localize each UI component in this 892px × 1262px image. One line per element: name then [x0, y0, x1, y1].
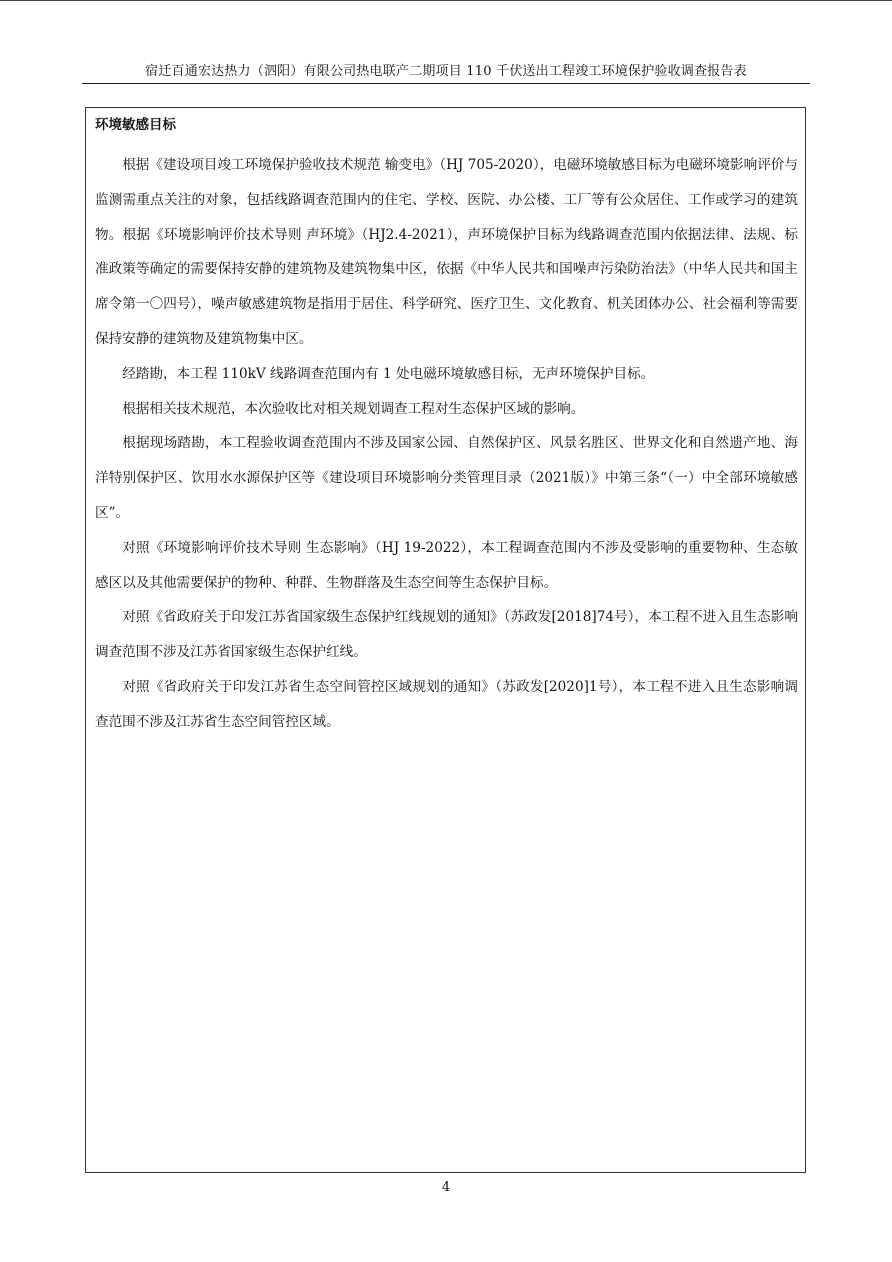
section-heading: 环境敏感目标	[95, 117, 176, 133]
report-header-title: 宿迁百通宏达热力（泗阳）有限公司热电联产二期项目 110 千伏送出工程竣工环境保护验收调查报告表	[145, 64, 747, 79]
content-table-cell	[85, 107, 806, 1173]
paragraph-redline: 对照《省政府关于印发江苏省国家级生态保护红线规划的通知》（苏政发[2018]74号），本工程不进入且生态影响调查范围不涉及江苏省国家级生态保护红线。	[95, 609, 798, 661]
section-body	[95, 148, 798, 740]
page-number: 4	[441, 1180, 451, 1195]
header-divider	[82, 83, 810, 84]
page-top-border	[0, 0, 892, 1]
paragraph-spatial-control: 对照《省政府关于印发江苏省生态空间管控区域规划的通知》（苏政发[2020]1号），本工程不进入且生态影响调查范围不涉及江苏省生态空间管控区域。	[95, 678, 798, 730]
paragraph-survey-result: 经踏勘，本工程 110kV 线路调查范围内有 1 处电磁环境敏感目标，无声环境保护目标。	[122, 365, 655, 382]
paragraph-definitions: 根据《建设项目竣工环境保护验收技术规范 输变电》（HJ 705-2020），电磁环境敏感目标为电磁环境影响评价与监测需重点关注的对象，包括线路调查范围内的住宅、学校、医院、办公楼、工厂等有公众居住、工作或学习的建筑物。根据《环境影响评价技术导则 声环境》（HJ2.4-2021），声环境保护目标为线路调查范围内依据法律、法规、标准政策等确定的需要保持安静的建筑物及建筑物集中区，依据《中华人民共和国噪声污染防治法》（中华人民共和国主席令第一〇四号），噪声敏感建筑物是指用于居住、科学研究、医疗卫生、文化教育、机关团体办公、社会福利等需要保持安静的建筑物及建筑物集中区。	[95, 157, 798, 347]
paragraph-sensitive-areas: 根据现场踏勘，本工程验收调查范围内不涉及国家公园、自然保护区、风景名胜区、世界文化和自然遗产地、海洋特别保护区、饮用水水源保护区等《建设项目环境影响分类管理目录（2021版）》中第三条“（一）中全部环境敏感区”。	[95, 435, 798, 521]
paragraph-ecological-targets: 对照《环境影响评价技术导则 生态影响》（HJ 19-2022），本工程调查范围内不涉及受影响的重要物种、生态敏感区以及其他需要保护的物种、种群、生物群落及生态空间等生态保护目标。	[95, 539, 798, 591]
paragraph-comparison-basis: 根据相关技术规范，本次验收比对相关规划调查工程对生态保护区域的影响。	[122, 400, 585, 417]
